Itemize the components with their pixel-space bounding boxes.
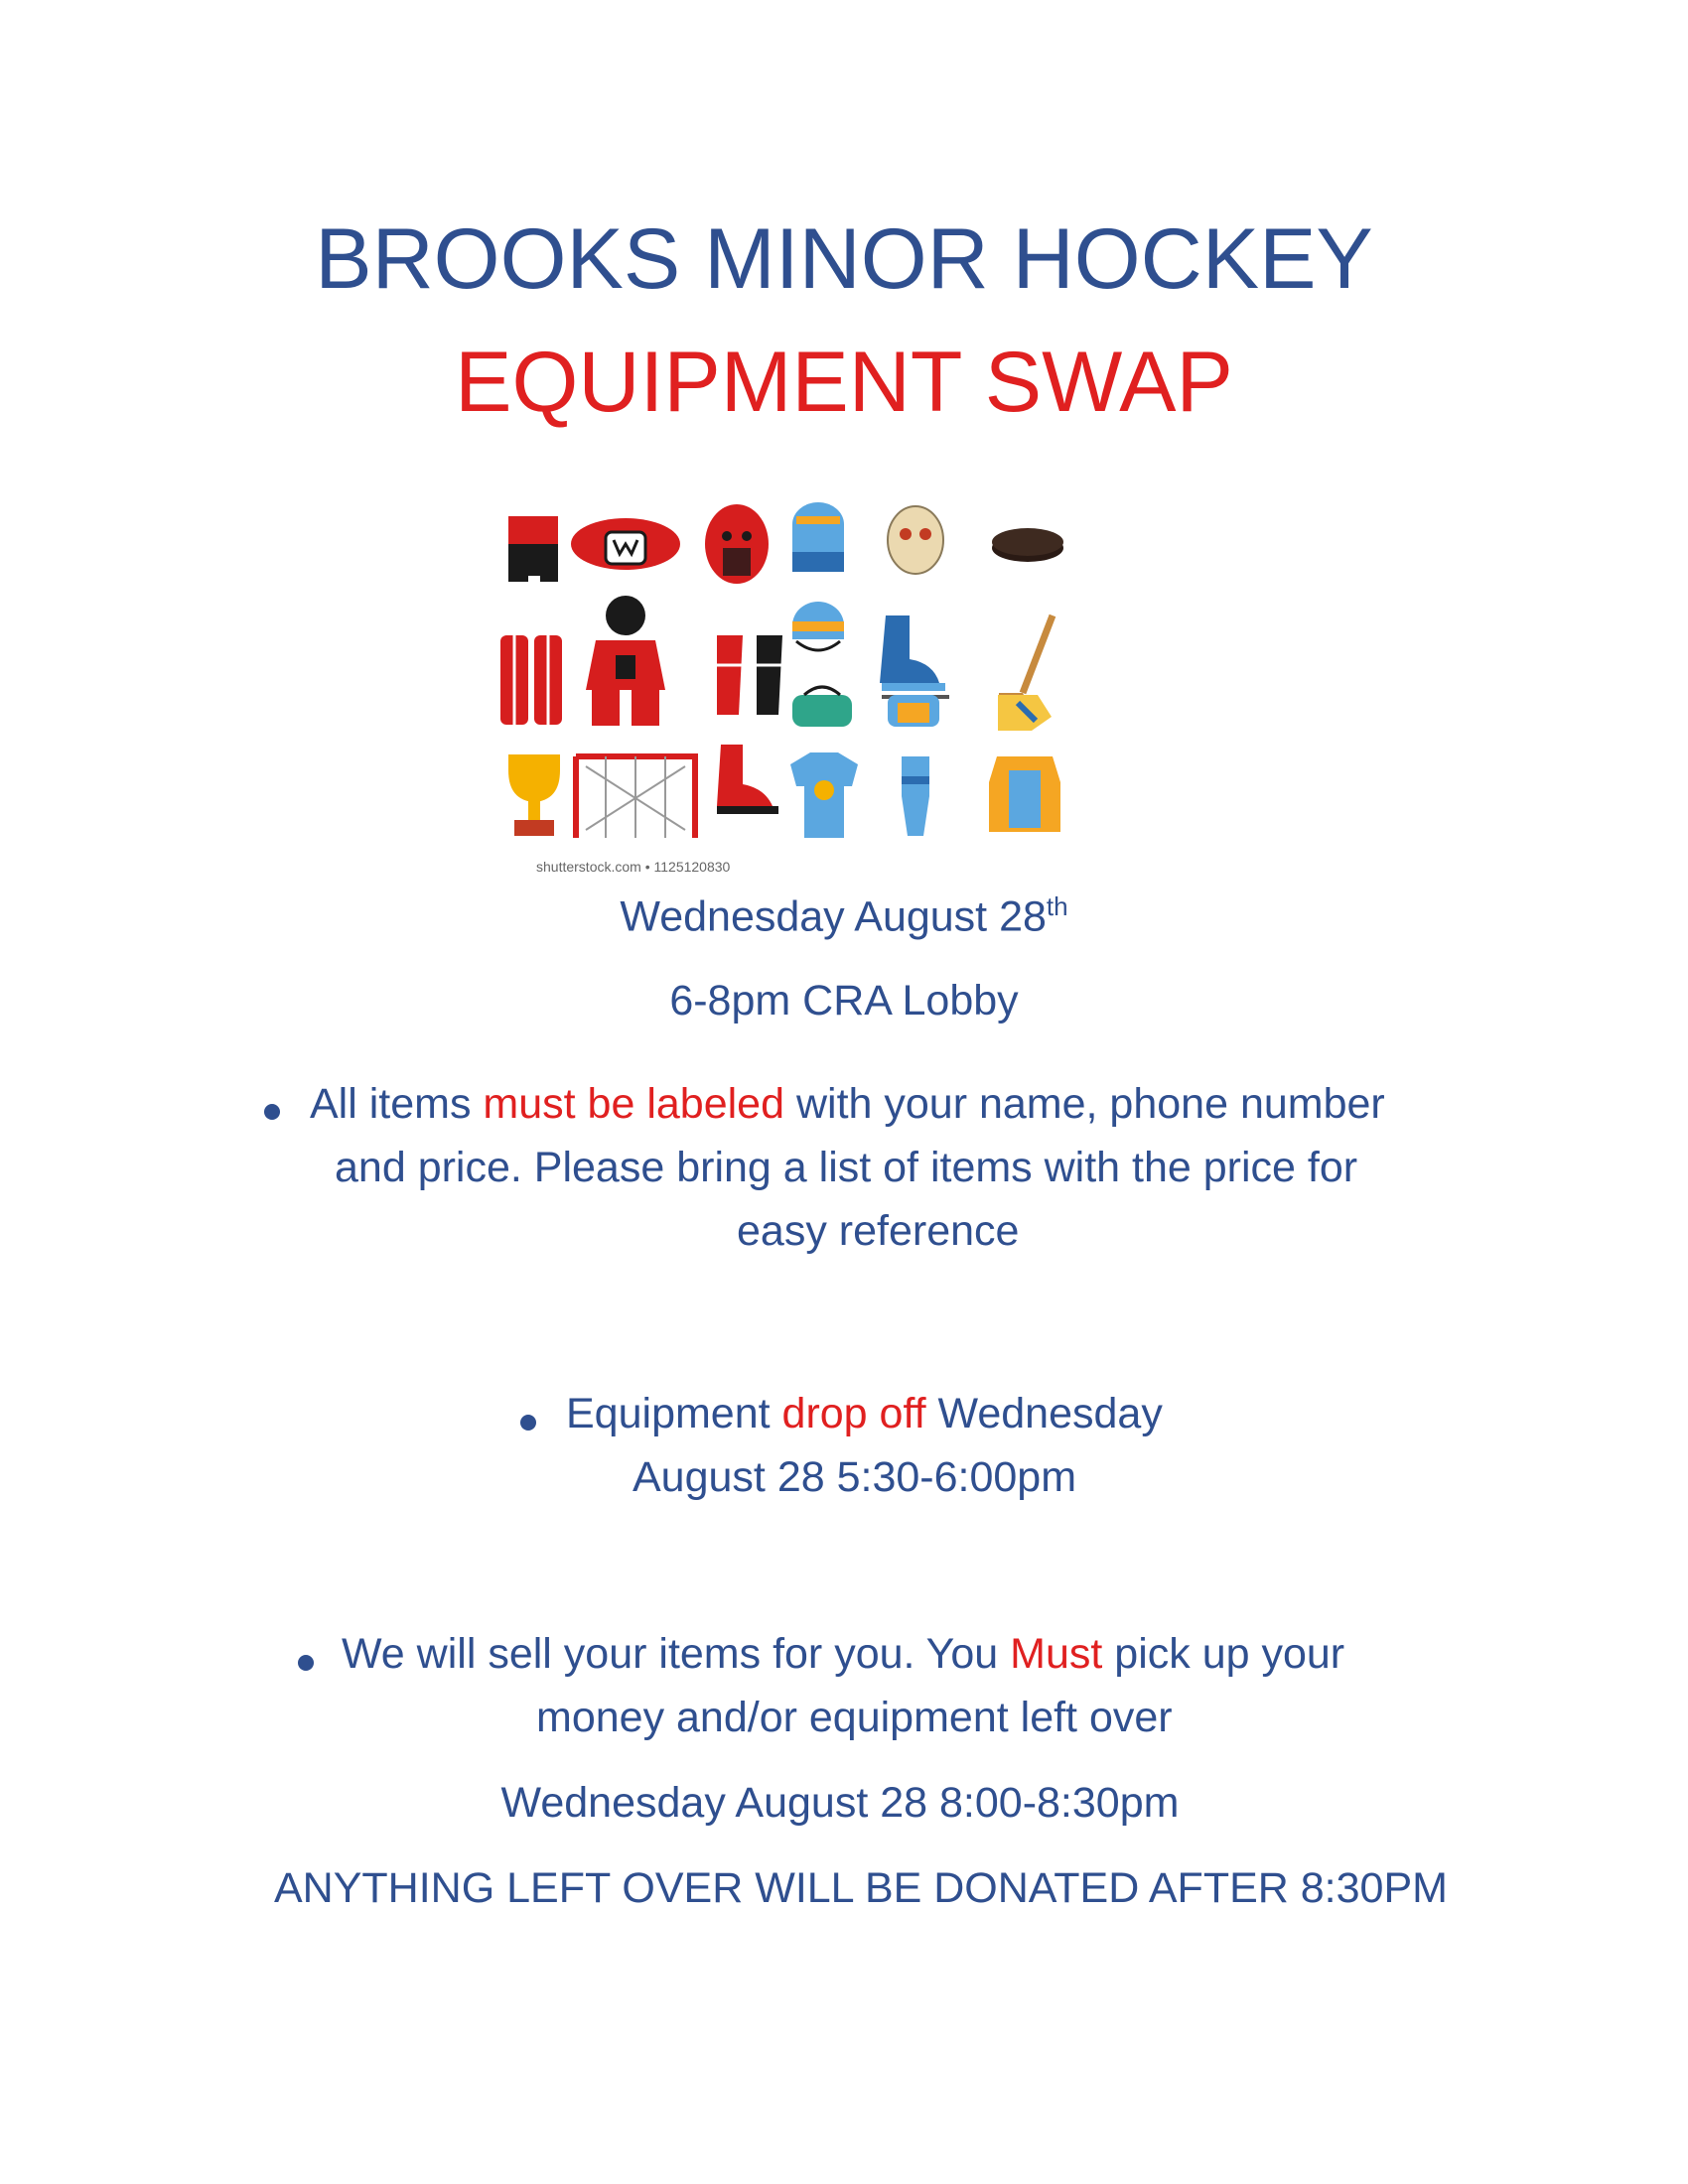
hockey-equipment-illustration — [496, 496, 1201, 878]
donation-notice: ANYTHING LEFT OVER WILL BE DONATED AFTER 8:30PM — [274, 1864, 1448, 1912]
event-date: Wednesday August 28th — [620, 891, 1068, 941]
bullet-3-line-2: money and/or equipment left over — [536, 1694, 1173, 1741]
puck-icon — [992, 528, 1063, 562]
image-credit: shutterstock.com • 1125120830 — [536, 859, 731, 875]
bullet-2-line-2: August 28 5:30-6:00pm — [633, 1453, 1077, 1501]
pants-icon — [902, 756, 929, 836]
goalie-pants-icon — [508, 516, 558, 582]
glove-icon — [998, 695, 1052, 731]
title-line-2: EQUIPMENT SWAP — [455, 335, 1233, 430]
hockey-net-icon — [576, 756, 695, 838]
event-time-place: 6-8pm CRA Lobby — [669, 977, 1019, 1024]
chest-protector-icon — [989, 756, 1060, 832]
skates-icon — [717, 745, 778, 814]
bullet-icon — [298, 1655, 314, 1671]
helmet-icon — [792, 502, 844, 572]
goalie-player-icon — [586, 596, 665, 726]
jersey-icon — [790, 752, 858, 838]
trophy-icon — [508, 754, 560, 836]
bullet-1-line-2: and price. Please bring a list of items with the price for — [335, 1144, 1358, 1191]
shin-guards-icon — [717, 635, 782, 715]
bullet-1-line-1: All items must be labeled with your name, phone number — [310, 1080, 1385, 1128]
skull-mask-icon — [888, 506, 943, 574]
goalie-mask-icon — [705, 504, 769, 584]
title-line-1: BROOKS MINOR HOCKEY — [315, 211, 1373, 307]
elbow-pads-icon — [888, 695, 939, 727]
player-helmet-icon — [792, 602, 844, 650]
leg-pads-icon — [500, 635, 562, 725]
bullet-2-line-1: Equipment drop off Wednesday — [566, 1390, 1163, 1437]
bullet-1-line-3: easy reference — [737, 1207, 1020, 1255]
equipment-bag-icon — [792, 687, 852, 727]
bullet-3-line-1: We will sell your items for you. You Must pick up your — [342, 1630, 1345, 1678]
skate-icon — [880, 615, 949, 697]
bullet-icon — [264, 1104, 280, 1120]
pickup-time: Wednesday August 28 8:00-8:30pm — [500, 1779, 1180, 1827]
bullet-icon — [520, 1415, 536, 1431]
hockey-stick-icon — [999, 615, 1053, 701]
shoulder-pads-icon — [571, 518, 680, 570]
